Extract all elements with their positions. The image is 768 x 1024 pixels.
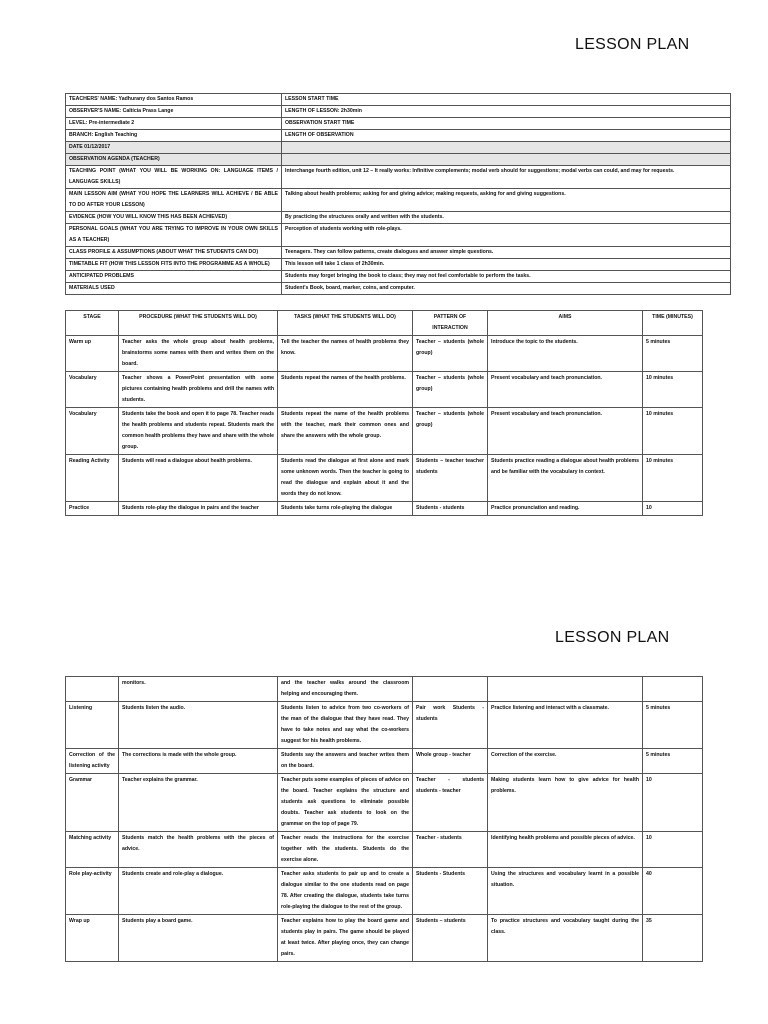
info-label: OBSERVATION AGENDA (TEACHER) (66, 154, 282, 166)
info-value: Teenagers. They can follow patterns, create dialogues and answer simple questions. (282, 247, 731, 259)
table-cell (488, 677, 643, 702)
info-row (66, 224, 731, 247)
table-row (66, 915, 703, 962)
table-cell: Teacher – students (whole group) (413, 372, 488, 408)
table-cell: 5 minutes (643, 702, 703, 749)
table-cell: Whole group - teacher (413, 749, 488, 774)
table-cell: 10 (643, 774, 703, 832)
table-row (66, 502, 703, 516)
info-label: ANTICIPATED PROBLEMS (66, 271, 282, 283)
table-cell: Tell the teacher the names of health problems they know. (278, 336, 413, 372)
table-cell: 40 (643, 868, 703, 915)
table-cell: Students – students (413, 915, 488, 962)
table-cell: Students repeat the name of the health problems with the teacher, mark their common ones and share the answers with the whole group. (278, 408, 413, 455)
table-cell: Warm up (66, 336, 119, 372)
info-row (66, 212, 731, 224)
table-cell (643, 677, 703, 702)
info-row (66, 106, 731, 118)
info-value: Talking about health problems; asking for and giving advice; making requests, asking for and giving suggestions. (282, 189, 731, 212)
table-cell: Practice (66, 502, 119, 516)
table-row (66, 749, 703, 774)
info-row (66, 271, 731, 283)
table-cell: Students practice reading a dialogue about health problems and be familiar with the vocabulary in context. (488, 455, 643, 502)
table-row (66, 336, 703, 372)
table-cell: Practice pronunciation and reading. (488, 502, 643, 516)
table-cell: Pair work Students - students (413, 702, 488, 749)
table-cell: Matching activity (66, 832, 119, 868)
info-row (66, 130, 731, 142)
info-value: Interchange fourth edition, unit 12 – It really works: Infinitive complements; modal verb should for suggestions; modal verbs can could, and may for requests. (282, 166, 731, 189)
table-cell (66, 677, 119, 702)
info-value: This lesson will take 1 class of 2h30min. (282, 259, 731, 271)
table-cell: Correction of the exercise. (488, 749, 643, 774)
info-table (65, 93, 731, 295)
plan-header-row (66, 311, 703, 336)
table-cell: Practice listening and interact with a classmate. (488, 702, 643, 749)
table-cell: Students take turns role-playing the dialogue (278, 502, 413, 516)
table-cell: Grammar (66, 774, 119, 832)
info-label: LEVEL: Pre-intermediate 2 (66, 118, 282, 130)
table-row (66, 408, 703, 455)
info-row (66, 259, 731, 271)
info-value: Perception of students working with role-plays. (282, 224, 731, 247)
table-cell: Students read the dialogue at first alone and mark some unknown words. Then the teacher is going to read the dialogue and explain about it and the words they do not know. (278, 455, 413, 502)
info-label: CLASS PROFILE & ASSUMPTIONS (ABOUT WHAT THE STUDENTS CAN DO) (66, 247, 282, 259)
table-cell: Teacher puts some examples of pieces of advice on the board. Teacher explains the structure and students ask questions to eliminate possible doubts. Teacher ask students to look on the grammar on the top of page 79. (278, 774, 413, 832)
table-cell: Students match the health problems with the pieces of advice. (119, 832, 278, 868)
info-row (66, 283, 731, 295)
table-cell: 10 minutes (643, 408, 703, 455)
table-cell: 5 minutes (643, 749, 703, 774)
info-label: MATERIALS USED (66, 283, 282, 295)
table-cell (413, 677, 488, 702)
info-value (282, 142, 731, 154)
table-cell: Students role-play the dialogue in pairs and the teacher (119, 502, 278, 516)
table-cell: Students say the answers and teacher writes them on the board. (278, 749, 413, 774)
info-row (66, 154, 731, 166)
table-cell: 5 minutes (643, 336, 703, 372)
info-value: OBSERVATION START TIME (282, 118, 731, 130)
table-cell: Teacher – students (whole group) (413, 336, 488, 372)
table-cell: 10 (643, 832, 703, 868)
table-row (66, 702, 703, 749)
info-value: LENGTH OF OBSERVATION (282, 130, 731, 142)
table-row (66, 832, 703, 868)
info-value: Students may forget bringing the book to class; they may not feel comfortable to perform the tasks. (282, 271, 731, 283)
info-label: OBSERVER'S NAME: Caltícia Prass Lange (66, 106, 282, 118)
info-label: TEACHERS' NAME: Yadhurany dos Santos Ramos (66, 94, 282, 106)
table-cell: 10 minutes (643, 455, 703, 502)
info-row (66, 247, 731, 259)
plan-table (65, 310, 703, 516)
table-cell: Wrap up (66, 915, 119, 962)
table-row (66, 455, 703, 502)
info-label: BRANCH: English Teaching (66, 130, 282, 142)
info-label: TIMETABLE FIT (HOW THIS LESSON FITS INTO THE PROGRAMME AS A WHOLE) (66, 259, 282, 271)
table-cell: Teacher shows a PowerPoint presentation with some pictures containing health problems and drill the names with students. (119, 372, 278, 408)
table-cell: Teacher - students (413, 832, 488, 868)
table-row (66, 774, 703, 832)
table-cell: Reading Activity (66, 455, 119, 502)
info-row (66, 118, 731, 130)
info-row (66, 166, 731, 189)
table-cell: 35 (643, 915, 703, 962)
table-cell: Present vocabulary and teach pronunciation. (488, 372, 643, 408)
table-cell: Students - Students (413, 868, 488, 915)
info-row (66, 142, 731, 154)
table-cell: Identifying health problems and possible pieces of advice. (488, 832, 643, 868)
info-label: MAIN LESSON AIM (WHAT YOU HOPE THE LEARNERS WILL ACHIEVE / BE ABLE TO DO AFTER YOUR LESSON) (66, 189, 282, 212)
table-cell: Using the structures and vocabulary learnt in a possible situation. (488, 868, 643, 915)
table-cell: Correction of the listening activity (66, 749, 119, 774)
table-cell: Students create and role-play a dialogue. (119, 868, 278, 915)
column-header: TASKS (WHAT THE STUDENTS WILL DO) (278, 311, 413, 336)
info-row (66, 189, 731, 212)
info-value: Student's Book, board, marker, coins, and computer. (282, 283, 731, 295)
plan-table-continued (65, 676, 703, 962)
column-header: PATTERN OF INTERACTION (413, 311, 488, 336)
column-header: AIMS (488, 311, 643, 336)
info-label: EVIDENCE (HOW YOU WILL KNOW THIS HAS BEEN ACHIEVED) (66, 212, 282, 224)
table-cell: Teacher explains the grammar. (119, 774, 278, 832)
column-header: TIME (MINUTES) (643, 311, 703, 336)
table-cell: Students will read a dialogue about health problems. (119, 455, 278, 502)
table-row (66, 372, 703, 408)
table-cell: Listening (66, 702, 119, 749)
table-cell: Teacher - students students - teacher (413, 774, 488, 832)
table-cell: Teacher asks the whole group about health problems, brainstorms some names with them and writes them on the board. (119, 336, 278, 372)
table-cell: Present vocabulary and teach pronunciation. (488, 408, 643, 455)
info-label: DATE 01/12/2017 (66, 142, 282, 154)
table-cell: Students repeat the names of the health problems. (278, 372, 413, 408)
table-cell: Teacher reads the instructions for the exercise together with the students. Students do the exercise alone. (278, 832, 413, 868)
page-title: LESSON PLAN (575, 36, 690, 53)
table-cell: To practice structures and vocabulary taught during the class. (488, 915, 643, 962)
table-cell: Vocabulary (66, 372, 119, 408)
table-row (66, 868, 703, 915)
info-label: PERSONAL GOALS (WHAT YOU ARE TRYING TO IMPROVE IN YOUR OWN SKILLS AS A TEACHER) (66, 224, 282, 247)
table-cell: and the teacher walks around the classroom helping and encouraging them. (278, 677, 413, 702)
table-cell: Students play a board game. (119, 915, 278, 962)
table-cell: Introduce the topic to the students. (488, 336, 643, 372)
table-cell: Students - students (413, 502, 488, 516)
page-title-2: LESSON PLAN (555, 629, 670, 646)
table-cell: Students listen to advice from two co-workers of the man of the dialogue that they have read. They have to take notes and say what the co-workers suggest for his health problems. (278, 702, 413, 749)
table-cell: Teacher asks students to pair up and to create a dialogue similar to the one students read on page 78. After creating the dialogue, students take turns role-playing the dialogue to the rest of the group. (278, 868, 413, 915)
info-value: LENGTH OF LESSON: 2h30min (282, 106, 731, 118)
info-value: By practicing the structures orally and written with the students. (282, 212, 731, 224)
table-cell: Role play-activity (66, 868, 119, 915)
column-header: STAGE (66, 311, 119, 336)
table-row (66, 677, 703, 702)
table-cell: The corrections is made with the whole group. (119, 749, 278, 774)
table-cell: 10 (643, 502, 703, 516)
info-value: LESSON START TIME (282, 94, 731, 106)
table-cell: Students take the book and open it to page 78. Teacher reads the health problems and students repeat. Students mark the common health problems they have and share with the whole group. (119, 408, 278, 455)
table-cell: Teacher explains how to play the board game and students play in pairs. The game should be played at least twice. After playing once, they can change pairs. (278, 915, 413, 962)
table-cell: Making students learn how to give advice for health problems. (488, 774, 643, 832)
table-cell: Students listen the audio. (119, 702, 278, 749)
info-value (282, 154, 731, 166)
table-cell: 10 minutes (643, 372, 703, 408)
column-header: PROCEDURE (WHAT THE STUDENTS WILL DO) (119, 311, 278, 336)
table-cell: Teacher – students (whole group) (413, 408, 488, 455)
info-label: TEACHING POINT (WHAT YOU WILL BE WORKING ON: LANGUAGE ITEMS / LANGUAGE SKILLS) (66, 166, 282, 189)
table-cell: Vocabulary (66, 408, 119, 455)
table-cell: monitors. (119, 677, 278, 702)
table-cell: Students – teacher teacher students (413, 455, 488, 502)
info-row (66, 94, 731, 106)
